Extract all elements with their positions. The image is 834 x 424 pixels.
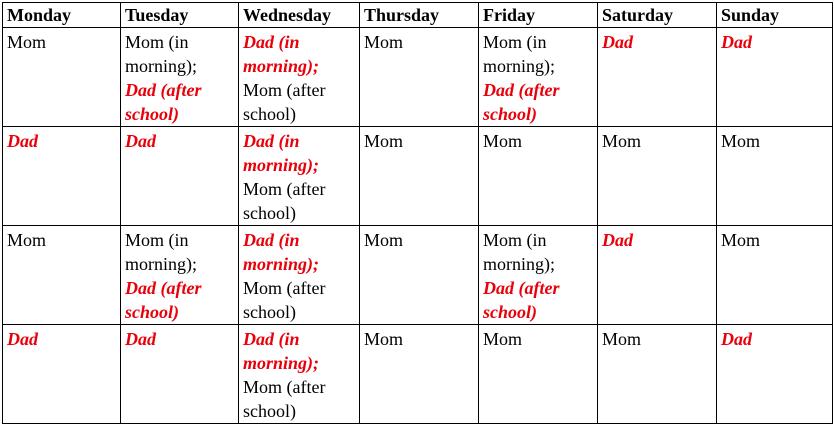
schedule-cell-wednesday xyxy=(239,226,360,325)
week-row xyxy=(3,127,833,226)
table-body xyxy=(3,28,833,424)
custody-schedule-table xyxy=(2,2,833,424)
schedule-cell-thursday xyxy=(360,325,479,424)
dad-entry: Dad (after school) xyxy=(125,80,202,124)
schedule-cell-wednesday xyxy=(239,127,360,226)
header-saturday: Saturday xyxy=(598,3,717,28)
schedule-cell-tuesday xyxy=(121,226,239,325)
mom-entry: Mom xyxy=(364,131,404,151)
schedule-cell-wednesday xyxy=(239,28,360,127)
schedule-cell-thursday xyxy=(360,127,479,226)
mom-entry: Mom xyxy=(483,131,523,151)
mom-entry: Mom xyxy=(602,131,642,151)
mom-entry: Mom xyxy=(483,329,523,349)
header-sunday: Sunday xyxy=(717,3,833,28)
dad-entry: Dad (in morning); xyxy=(243,131,320,175)
mom-entry: Mom xyxy=(7,230,47,250)
schedule-cell-sunday xyxy=(717,127,833,226)
schedule-cell-sunday xyxy=(717,325,833,424)
dad-entry: Dad xyxy=(721,32,752,52)
schedule-cell-friday xyxy=(479,28,598,127)
mom-entry: Mom xyxy=(7,32,47,52)
table-header xyxy=(3,3,833,28)
header-monday: Monday xyxy=(3,3,121,28)
mom-entry: Mom xyxy=(721,131,761,151)
header-wednesday: Wednesday xyxy=(239,3,360,28)
mom-entry: Mom (after school) xyxy=(243,278,326,322)
schedule-cell-tuesday xyxy=(121,28,239,127)
header-friday: Friday xyxy=(479,3,598,28)
schedule-cell-monday xyxy=(3,226,121,325)
schedule-cell-friday xyxy=(479,127,598,226)
dad-entry: Dad xyxy=(125,131,156,151)
week-row xyxy=(3,325,833,424)
mom-entry: Mom xyxy=(721,230,761,250)
schedule-cell-saturday xyxy=(598,226,717,325)
mom-entry: Mom (in morning); xyxy=(483,230,555,274)
dad-entry: Dad xyxy=(7,329,38,349)
schedule-cell-monday xyxy=(3,127,121,226)
mom-entry: Mom xyxy=(364,32,404,52)
week-row xyxy=(3,28,833,127)
schedule-cell-monday xyxy=(3,28,121,127)
dad-entry: Dad xyxy=(602,230,633,250)
dad-entry: Dad (in morning); xyxy=(243,230,320,274)
mom-entry: Mom (after school) xyxy=(243,80,326,124)
mom-entry: Mom xyxy=(364,329,404,349)
schedule-cell-sunday xyxy=(717,226,833,325)
dad-entry: Dad (after school) xyxy=(125,278,202,322)
schedule-cell-tuesday xyxy=(121,325,239,424)
dad-entry: Dad xyxy=(125,329,156,349)
schedule-cell-saturday xyxy=(598,28,717,127)
schedule-cell-sunday xyxy=(717,28,833,127)
dad-entry: Dad (after school) xyxy=(483,278,560,322)
dad-entry: Dad (in morning); xyxy=(243,32,320,76)
mom-entry: Mom xyxy=(602,329,642,349)
schedule-cell-saturday xyxy=(598,127,717,226)
mom-entry: Mom (after school) xyxy=(243,377,326,421)
mom-entry: Mom (in morning); xyxy=(125,32,197,76)
mom-entry: Mom xyxy=(364,230,404,250)
dad-entry: Dad xyxy=(7,131,38,151)
schedule-cell-monday xyxy=(3,325,121,424)
schedule-cell-wednesday xyxy=(239,325,360,424)
mom-entry: Mom (in morning); xyxy=(483,32,555,76)
week-row xyxy=(3,226,833,325)
dad-entry: Dad xyxy=(721,329,752,349)
dad-entry: Dad xyxy=(602,32,633,52)
schedule-cell-thursday xyxy=(360,226,479,325)
header-tuesday: Tuesday xyxy=(121,3,239,28)
schedule-cell-tuesday xyxy=(121,127,239,226)
mom-entry: Mom (after school) xyxy=(243,179,326,223)
schedule-cell-friday xyxy=(479,226,598,325)
schedule-cell-friday xyxy=(479,325,598,424)
header-row xyxy=(3,3,833,28)
mom-entry: Mom (in morning); xyxy=(125,230,197,274)
dad-entry: Dad (after school) xyxy=(483,80,560,124)
header-thursday: Thursday xyxy=(360,3,479,28)
schedule-cell-thursday xyxy=(360,28,479,127)
dad-entry: Dad (in morning); xyxy=(243,329,320,373)
schedule-cell-saturday xyxy=(598,325,717,424)
